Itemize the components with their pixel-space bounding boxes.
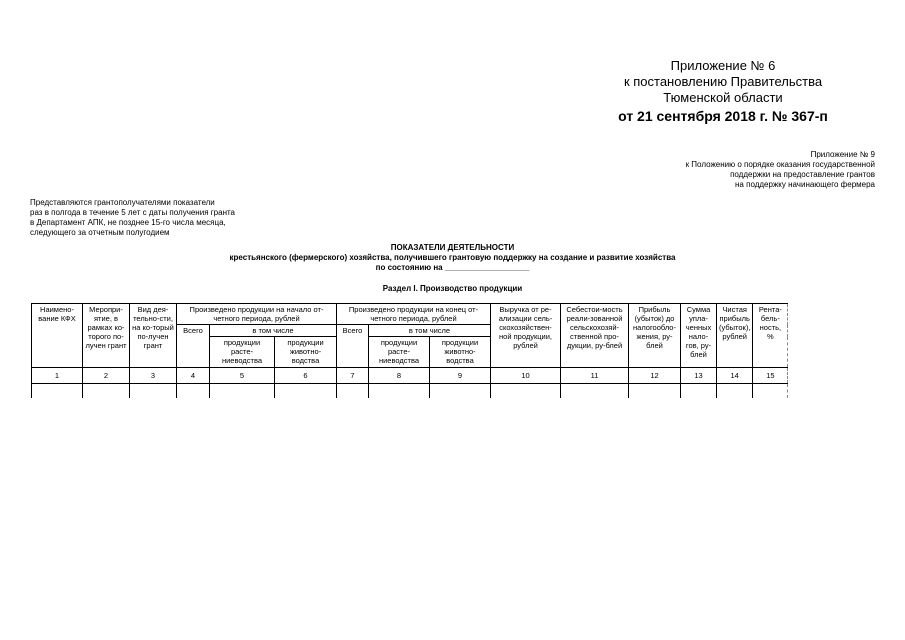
table-cell <box>130 384 177 399</box>
table-row <box>32 384 788 399</box>
table-cell <box>629 384 681 399</box>
column-number: 6 <box>275 368 337 384</box>
document-subheader <box>645 150 875 190</box>
presentation-note <box>30 198 290 238</box>
table-cell <box>430 384 491 399</box>
table-cell <box>491 384 561 399</box>
column-number: 13 <box>681 368 717 384</box>
header-start-animal: продукции животно-водства <box>275 337 337 368</box>
table-cell <box>83 384 130 399</box>
header-produced-end: Произведено продукции на конец от-четного периода, рублей <box>337 304 491 325</box>
table-cell <box>177 384 210 399</box>
note-line2: раз в полгода в течение 5 лет с даты получения гранта <box>30 208 236 217</box>
appendix-reference: к постановлению Правительства <box>623 74 823 89</box>
appendix-date: от 21 сентября 2018 г. № 367-п <box>618 108 828 124</box>
subheader-line2: к Положению о порядке оказания государственной <box>685 160 875 169</box>
note-line3: в Департамент АПК, не позднее 15-го числа месяца, <box>30 218 226 227</box>
table-cell <box>275 384 337 399</box>
column-number: 9 <box>430 368 491 384</box>
header-revenue: Выручка от ре-ализации сель-скохозяйствен-ной продукции, рублей <box>491 304 561 368</box>
column-number: 3 <box>130 368 177 384</box>
header-net-profit: Чистая прибыль (убыток), рублей <box>717 304 753 368</box>
table-cell <box>681 384 717 399</box>
table-cell <box>210 384 275 399</box>
column-number: 7 <box>337 368 369 384</box>
column-number: 4 <box>177 368 210 384</box>
header-activity-type: Вид дея-тельно-сти, на ко-торый по-лучен грант <box>130 304 177 368</box>
title-line1: ПОКАЗАТЕЛИ ДЕЯТЕЛЬНОСТИ <box>390 243 515 252</box>
table-cell <box>337 384 369 399</box>
appendix-number: Приложение № 6 <box>670 58 776 73</box>
table-cell <box>561 384 629 399</box>
header-cost: Себестои-мость реали-зованной сельскохозяй-ственной про-дукции, ру-блей <box>561 304 629 368</box>
title-line3: по состоянию на ___________________ <box>375 263 530 272</box>
document-header <box>603 58 843 124</box>
document-title <box>0 243 905 273</box>
column-number: 11 <box>561 368 629 384</box>
note-line1: Представляются грантополучателями показатели <box>30 198 215 207</box>
column-number: 14 <box>717 368 753 384</box>
table-cell <box>753 384 788 399</box>
column-number-row <box>32 368 788 384</box>
column-number: 2 <box>83 368 130 384</box>
header-profitability: Рента-бель-ность, % <box>753 304 788 368</box>
header-start-including: в том числе <box>210 325 337 337</box>
table-cell <box>369 384 430 399</box>
column-number: 1 <box>32 368 83 384</box>
header-kfh-name: Наимено-вание КФХ <box>32 304 83 368</box>
header-produced-start: Произведено продукции на начало от-четного периода, рублей <box>177 304 337 325</box>
title-line2: крестьянского (фермерского) хозяйства, получившего грантовую поддержку на создание и развитие хозяйства <box>229 253 676 262</box>
column-number: 12 <box>629 368 681 384</box>
note-line4: следующего за отчетным полугодием <box>30 228 170 237</box>
column-number: 15 <box>753 368 788 384</box>
column-number: 5 <box>210 368 275 384</box>
header-end-plant: продукции расте-ниеводства <box>369 337 430 368</box>
header-start-plant: продукции расте-ниеводства <box>210 337 275 368</box>
header-end-including: в том числе <box>369 325 491 337</box>
table-cell <box>717 384 753 399</box>
appendix-region: Тюменской области <box>663 90 783 105</box>
column-number: 8 <box>369 368 430 384</box>
header-end-animal: продукции животно-водства <box>430 337 491 368</box>
header-end-total: Всего <box>337 325 369 368</box>
table-cell <box>32 384 83 399</box>
production-table <box>31 303 788 398</box>
header-start-total: Всего <box>177 325 210 368</box>
section-title: Раздел I. Производство продукции <box>382 284 523 293</box>
subheader-line1: Приложение № 9 <box>810 150 875 159</box>
column-number: 10 <box>491 368 561 384</box>
header-profit-before-tax: Прибыль (убыток) до налогообло-жения, ру-блей <box>629 304 681 368</box>
subheader-line3: поддержки на предоставление грантов <box>730 170 875 179</box>
header-activity: Меропри-ятие, в рамках ко-торого по-лучен грант <box>83 304 130 368</box>
header-taxes-paid: Сумма упла-ченных нало-гов, ру-блей <box>681 304 717 368</box>
subheader-line4: на поддержку начинающего фермера <box>735 180 875 189</box>
